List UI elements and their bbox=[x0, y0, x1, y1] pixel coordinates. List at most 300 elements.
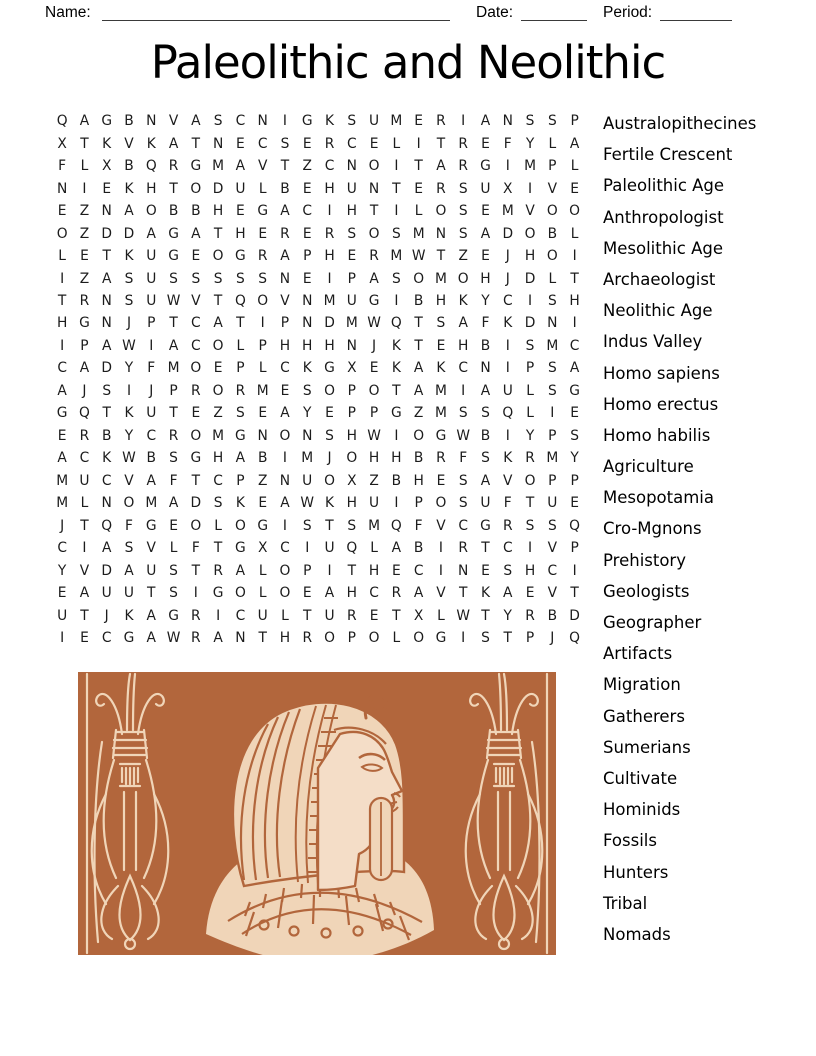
grid-letter: S bbox=[236, 405, 245, 422]
grid-letter: L bbox=[370, 540, 378, 557]
grid-letter: Y bbox=[57, 562, 67, 579]
word-list-item: Archaeologist bbox=[603, 269, 716, 289]
grid-letter: N bbox=[101, 315, 112, 332]
grid-letter: I bbox=[528, 540, 533, 557]
grid-letter: A bbox=[480, 225, 491, 242]
grid-letter: U bbox=[324, 607, 335, 624]
grid-letter: A bbox=[191, 225, 201, 242]
grid-letter: R bbox=[168, 427, 179, 444]
grid-letter: P bbox=[280, 315, 290, 332]
grid-letter: O bbox=[190, 180, 202, 197]
grid-letter: U bbox=[369, 113, 380, 130]
grid-letter: V bbox=[124, 135, 134, 152]
grid-letter: C bbox=[413, 562, 424, 579]
grid-letter: S bbox=[169, 585, 178, 602]
grid-letter: S bbox=[169, 450, 178, 467]
grid-letter: A bbox=[569, 360, 580, 377]
grid-letter: D bbox=[324, 315, 335, 332]
grid-letter: S bbox=[458, 225, 468, 242]
word-list-item: Artifacts bbox=[603, 644, 673, 664]
grid-letter: C bbox=[502, 540, 513, 557]
grid-letter: F bbox=[147, 360, 156, 377]
grid-letter: L bbox=[236, 337, 245, 354]
grid-letter: H bbox=[458, 337, 469, 354]
grid-letter: I bbox=[60, 630, 65, 647]
grid-letter: P bbox=[347, 382, 356, 399]
grid-letter: E bbox=[280, 382, 290, 399]
grid-letter: P bbox=[303, 562, 312, 579]
grid-letter: A bbox=[168, 337, 179, 354]
grid-letter: E bbox=[191, 405, 201, 422]
grid-letter: T bbox=[414, 315, 423, 332]
grid-letter: L bbox=[414, 203, 423, 220]
grid-letter: A bbox=[213, 315, 223, 332]
grid-letter: C bbox=[79, 450, 90, 467]
grid-letter: S bbox=[481, 630, 490, 647]
grid-letter: G bbox=[123, 630, 135, 647]
word-list-item: Homo erectus bbox=[603, 394, 719, 414]
grid-letter: D bbox=[101, 360, 113, 377]
grid-letter: V bbox=[503, 472, 513, 489]
grid-letter: S bbox=[302, 517, 312, 534]
grid-letter: U bbox=[235, 180, 246, 197]
grid-letter: S bbox=[169, 270, 178, 287]
grid-letter: A bbox=[413, 382, 424, 399]
grid-letter: B bbox=[413, 540, 424, 557]
grid-letter: Z bbox=[369, 472, 379, 489]
grid-letter: K bbox=[124, 405, 134, 422]
grid-letter: S bbox=[280, 135, 290, 152]
word-list-item: Homo habilis bbox=[603, 425, 711, 445]
grid-letter: V bbox=[436, 585, 446, 602]
grid-letter: Y bbox=[303, 405, 312, 422]
grid-letter: R bbox=[324, 135, 335, 152]
grid-letter: E bbox=[258, 495, 268, 512]
grid-letter: P bbox=[548, 158, 557, 175]
grid-letter: O bbox=[346, 450, 358, 467]
grid-letter: E bbox=[302, 135, 312, 152]
grid-letter: M bbox=[412, 225, 425, 242]
grid-letter: E bbox=[436, 472, 446, 489]
grid-letter: S bbox=[570, 427, 579, 444]
grid-letter: A bbox=[569, 135, 580, 152]
grid-letter: R bbox=[257, 248, 268, 265]
grid-letter: V bbox=[547, 180, 558, 197]
grid-letter: J bbox=[505, 270, 510, 287]
grid-letter: G bbox=[301, 113, 313, 130]
grid-letter: E bbox=[369, 360, 379, 377]
grid-letter: U bbox=[346, 292, 357, 309]
grid-letter: A bbox=[235, 450, 246, 467]
grid-letter: T bbox=[258, 630, 267, 647]
grid-letter: L bbox=[80, 495, 89, 512]
grid-letter: O bbox=[212, 382, 224, 399]
grid-letter: S bbox=[213, 495, 223, 512]
grid-letter: I bbox=[305, 540, 310, 557]
grid-letter: I bbox=[528, 292, 533, 309]
grid-letter: B bbox=[191, 203, 201, 220]
grid-letter: T bbox=[147, 585, 156, 602]
grid-letter: I bbox=[260, 315, 265, 332]
grid-letter: V bbox=[525, 203, 535, 220]
grid-letter: A bbox=[57, 450, 67, 467]
grid-letter: T bbox=[213, 292, 223, 309]
grid-letter: T bbox=[414, 158, 423, 175]
grid-letter: G bbox=[435, 630, 447, 647]
grid-letter: O bbox=[324, 382, 335, 399]
word-list-item: Paleolithic Age bbox=[603, 176, 725, 196]
word-list bbox=[603, 108, 756, 950]
grid-letter: R bbox=[302, 630, 313, 647]
grid-letter: U bbox=[502, 382, 513, 399]
grid-letter: D bbox=[212, 180, 224, 197]
grid-letter: N bbox=[547, 315, 558, 332]
grid-letter: S bbox=[169, 562, 178, 579]
grid-letter: S bbox=[258, 270, 268, 287]
grid-letter: H bbox=[346, 203, 357, 220]
word-list-item: Hunters bbox=[603, 862, 669, 882]
grid-letter: T bbox=[236, 315, 245, 332]
grid-letter: P bbox=[570, 472, 579, 489]
grid-letter: M bbox=[256, 382, 269, 399]
grid-letter: E bbox=[481, 203, 490, 220]
grid-letter: S bbox=[347, 225, 357, 242]
grid-letter: O bbox=[413, 270, 425, 287]
grid-letter: P bbox=[303, 248, 312, 265]
grid-letter: Q bbox=[569, 517, 581, 534]
grid-letter: J bbox=[126, 315, 132, 332]
grid-letter: U bbox=[302, 472, 313, 489]
grid-letter: J bbox=[372, 337, 377, 354]
grid-letter: G bbox=[235, 427, 246, 444]
grid-letter: T bbox=[169, 315, 178, 332]
grid-letter: R bbox=[347, 607, 357, 624]
grid-letter: G bbox=[235, 540, 246, 557]
grid-letter: W bbox=[300, 495, 315, 512]
grid-letter: S bbox=[391, 270, 401, 287]
grid-letter: I bbox=[82, 180, 87, 197]
grid-letter: J bbox=[327, 450, 332, 467]
grid-letter: O bbox=[368, 382, 380, 399]
grid-letter: I bbox=[505, 360, 510, 377]
grid-letter: N bbox=[502, 113, 513, 130]
grid-letter: A bbox=[480, 113, 491, 130]
grid-letter: A bbox=[413, 360, 424, 377]
grid-letter: A bbox=[101, 540, 112, 557]
grid-letter: I bbox=[394, 158, 399, 175]
grid-letter: P bbox=[347, 630, 356, 647]
word-list-item: Sumerians bbox=[603, 737, 691, 757]
grid-letter: X bbox=[57, 135, 67, 152]
grid-letter: N bbox=[101, 292, 112, 309]
grid-letter: T bbox=[102, 405, 111, 422]
grid-letter: Z bbox=[213, 405, 223, 422]
grid-letter: F bbox=[191, 540, 200, 557]
word-list-item: Geologists bbox=[603, 581, 690, 601]
grid-letter: N bbox=[435, 225, 447, 242]
grid-letter: R bbox=[458, 135, 468, 152]
grid-letter: L bbox=[80, 158, 89, 175]
grid-letter: S bbox=[458, 203, 468, 220]
grid-letter: K bbox=[458, 292, 468, 309]
grid-letter: D bbox=[190, 495, 202, 512]
grid-letter: S bbox=[436, 315, 446, 332]
grid-letter: O bbox=[524, 472, 536, 489]
grid-letter: L bbox=[548, 270, 557, 287]
grid-letter: N bbox=[302, 315, 313, 332]
date-label: Date: bbox=[476, 4, 514, 21]
egyptian-pharaoh-illustration bbox=[78, 672, 556, 955]
grid-letter: Y bbox=[525, 135, 535, 152]
grid-letter: S bbox=[325, 427, 334, 444]
grid-letter: S bbox=[124, 270, 134, 287]
grid-letter: I bbox=[550, 405, 555, 422]
grid-letter: O bbox=[569, 203, 581, 220]
grid-letter: E bbox=[57, 427, 67, 444]
grid-letter: R bbox=[436, 180, 446, 197]
grid-letter: I bbox=[60, 337, 65, 354]
grid-letter: G bbox=[435, 427, 447, 444]
word-search-grid bbox=[51, 110, 586, 649]
grid-letter: U bbox=[346, 180, 357, 197]
grid-letter: U bbox=[369, 495, 380, 512]
grid-letter: L bbox=[570, 225, 579, 242]
grid-letter: C bbox=[146, 427, 157, 444]
grid-letter: O bbox=[212, 337, 224, 354]
grid-letter: V bbox=[146, 540, 156, 557]
grid-letter: I bbox=[126, 382, 132, 399]
grid-letter: N bbox=[279, 472, 291, 489]
grid-letter: R bbox=[213, 562, 223, 579]
grid-letter: S bbox=[547, 292, 557, 309]
grid-letter: T bbox=[280, 158, 290, 175]
grid-letter: F bbox=[481, 315, 490, 332]
period-label: Period: bbox=[603, 4, 653, 21]
grid-letter: S bbox=[302, 382, 312, 399]
grid-letter: C bbox=[191, 315, 201, 332]
grid-letter: U bbox=[480, 180, 491, 197]
grid-letter: K bbox=[146, 135, 156, 152]
grid-letter: O bbox=[413, 630, 425, 647]
grid-letter: A bbox=[391, 540, 402, 557]
grid-letter: N bbox=[458, 562, 469, 579]
grid-letter: M bbox=[546, 337, 559, 354]
grid-letter: P bbox=[347, 270, 356, 287]
grid-letter: H bbox=[569, 292, 580, 309]
grid-letter: I bbox=[461, 113, 466, 130]
grid-letter: A bbox=[168, 135, 179, 152]
word-list-item: Prehistory bbox=[603, 550, 686, 570]
grid-letter: A bbox=[280, 248, 290, 265]
grid-letter: W bbox=[367, 315, 381, 332]
grid-letter: G bbox=[569, 382, 580, 399]
word-list-item: Fertile Crescent bbox=[603, 145, 733, 165]
grid-letter: M bbox=[368, 517, 381, 534]
word-list-item: Migration bbox=[603, 675, 681, 695]
grid-letter: C bbox=[191, 337, 201, 354]
grid-letter: P bbox=[169, 382, 178, 399]
grid-letter: B bbox=[480, 337, 491, 354]
grid-letter: T bbox=[481, 540, 490, 557]
grid-letter: S bbox=[547, 360, 557, 377]
grid-letter: P bbox=[347, 405, 356, 422]
grid-letter: A bbox=[280, 203, 290, 220]
grid-letter: M bbox=[501, 203, 514, 220]
grid-letter: S bbox=[458, 180, 468, 197]
grid-letter: K bbox=[391, 337, 401, 354]
grid-letter: V bbox=[191, 292, 201, 309]
grid-letter: A bbox=[369, 270, 379, 287]
word-list-item: Anthropologist bbox=[603, 207, 724, 227]
grid-letter: O bbox=[190, 360, 202, 377]
grid-letter: L bbox=[58, 248, 66, 265]
grid-letter: X bbox=[413, 607, 424, 624]
grid-letter: E bbox=[302, 585, 312, 602]
grid-letter: U bbox=[146, 405, 157, 422]
grid-letter: E bbox=[169, 517, 178, 534]
grid-letter: B bbox=[480, 427, 491, 444]
grid-letter: Q bbox=[234, 292, 246, 309]
word-list-item: Agriculture bbox=[603, 457, 694, 477]
grid-letter: T bbox=[303, 607, 312, 624]
grid-letter: Q bbox=[502, 405, 514, 422]
grid-letter: L bbox=[258, 180, 267, 197]
grid-letter: S bbox=[481, 450, 490, 467]
grid-letter: N bbox=[368, 180, 380, 197]
grid-letter: S bbox=[191, 270, 201, 287]
grid-letter: F bbox=[58, 158, 67, 175]
grid-letter: K bbox=[324, 113, 335, 130]
grid-letter: J bbox=[550, 630, 555, 647]
grid-letter: T bbox=[80, 135, 89, 152]
grid-letter: Z bbox=[79, 225, 90, 242]
grid-letter: H bbox=[435, 292, 447, 309]
word-list-item: Cro-Mgnons bbox=[603, 519, 702, 539]
grid-letter: E bbox=[57, 203, 67, 220]
grid-letter: G bbox=[190, 158, 202, 175]
grid-letter: K bbox=[436, 360, 446, 377]
grid-letter: X bbox=[347, 472, 357, 489]
grid-letter: K bbox=[124, 248, 134, 265]
grid-letter: D bbox=[524, 315, 536, 332]
grid-letter: I bbox=[505, 337, 510, 354]
grid-letter: I bbox=[149, 337, 154, 354]
grid-letter: I bbox=[327, 203, 332, 220]
grid-letter: Q bbox=[390, 517, 402, 534]
grid-letter: X bbox=[503, 180, 513, 197]
grid-letter: O bbox=[524, 225, 536, 242]
grid-letter: S bbox=[124, 540, 134, 557]
grid-letter: E bbox=[102, 180, 112, 197]
grid-letter: V bbox=[547, 585, 558, 602]
grid-letter: I bbox=[572, 562, 577, 579]
grid-letter: B bbox=[547, 607, 558, 624]
grid-letter: M bbox=[212, 427, 225, 444]
grid-letter: A bbox=[124, 203, 134, 220]
grid-letter: W bbox=[166, 630, 181, 647]
grid-letter: D bbox=[101, 562, 113, 579]
grid-letter: E bbox=[525, 585, 535, 602]
grid-letter: R bbox=[235, 382, 246, 399]
grid-letter: R bbox=[525, 607, 535, 624]
word-list-item: Geographer bbox=[603, 613, 702, 632]
grid-letter: V bbox=[257, 158, 268, 175]
word-list-item: Hominids bbox=[603, 800, 681, 820]
grid-letter: I bbox=[282, 450, 287, 467]
grid-letter: A bbox=[280, 495, 290, 512]
grid-letter: M bbox=[434, 382, 447, 399]
grid-letter: O bbox=[123, 495, 135, 512]
grid-letter: B bbox=[168, 203, 179, 220]
grid-letter: L bbox=[437, 607, 445, 624]
grid-letter: E bbox=[302, 225, 312, 242]
grid-letter: E bbox=[369, 135, 379, 152]
grid-letter: H bbox=[524, 562, 536, 579]
word-list-item: Cultivate bbox=[603, 768, 678, 788]
grid-letter: K bbox=[503, 315, 513, 332]
grid-letter: S bbox=[458, 472, 468, 489]
grid-letter: T bbox=[570, 270, 579, 287]
grid-letter: Q bbox=[78, 405, 90, 422]
grid-letter: F bbox=[459, 450, 468, 467]
grid-letter: W bbox=[456, 607, 471, 624]
grid-letter: T bbox=[325, 517, 334, 534]
grid-letter: I bbox=[394, 203, 399, 220]
grid-letter: R bbox=[168, 158, 179, 175]
grid-letter: I bbox=[572, 315, 577, 332]
grid-letter: P bbox=[548, 472, 557, 489]
grid-letter: P bbox=[147, 315, 156, 332]
grid-letter: D bbox=[123, 225, 135, 242]
grid-letter: O bbox=[435, 203, 447, 220]
grid-letter: O bbox=[546, 203, 558, 220]
word-list-item: Tribal bbox=[603, 893, 648, 913]
grid-letter: I bbox=[505, 427, 510, 444]
grid-letter: H bbox=[56, 315, 68, 332]
grid-letter: L bbox=[526, 382, 534, 399]
grid-letter: S bbox=[213, 270, 223, 287]
grid-letter: T bbox=[369, 203, 379, 220]
grid-letter: Y bbox=[503, 607, 512, 624]
grid-letter: R bbox=[79, 427, 90, 444]
name-label: Name: bbox=[45, 4, 91, 21]
grid-letter: C bbox=[280, 360, 290, 377]
grid-letter: X bbox=[101, 158, 112, 175]
grid-letter: S bbox=[547, 517, 557, 534]
grid-letter: L bbox=[392, 135, 401, 152]
word-list-item: Neolithic Age bbox=[603, 301, 713, 321]
grid-letter: O bbox=[324, 472, 335, 489]
grid-letter: L bbox=[258, 360, 267, 377]
grid-letter: R bbox=[191, 630, 201, 647]
grid-letter: L bbox=[281, 607, 289, 624]
grid-letter: O bbox=[435, 495, 447, 512]
grid-letter: H bbox=[346, 427, 357, 444]
grid-letter: A bbox=[168, 495, 179, 512]
grid-letter: S bbox=[525, 113, 535, 130]
grid-letter: I bbox=[216, 607, 221, 624]
grid-letter: H bbox=[212, 203, 224, 220]
grid-letter: F bbox=[503, 135, 512, 152]
grid-letter: Q bbox=[390, 315, 402, 332]
grid-letter: U bbox=[146, 292, 157, 309]
grid-letter: I bbox=[416, 135, 421, 152]
grid-letter: T bbox=[392, 382, 401, 399]
grid-letter: R bbox=[525, 450, 535, 467]
grid-letter: W bbox=[367, 427, 381, 444]
grid-letter: G bbox=[79, 315, 90, 332]
grid-letter: R bbox=[391, 585, 402, 602]
